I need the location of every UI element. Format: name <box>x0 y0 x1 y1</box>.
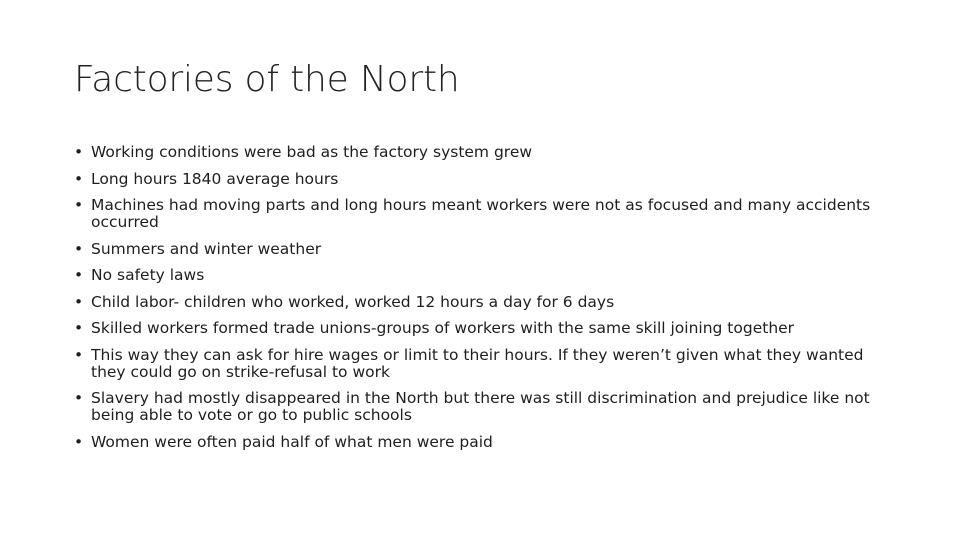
bullet-list <box>74 144 889 460</box>
bullet-item: • Child labor- children who worked, worked 12 hours a day for 6 days <box>74 294 889 311</box>
bullet-item: • No safety laws <box>74 267 889 284</box>
bullet-item: • Summers and winter weather <box>74 241 889 258</box>
bullet-item: • Slavery had mostly disappeared in the North but there was still discrimination and prejudice like not being able to vote or go to public schools <box>74 390 889 424</box>
bullet-item: • Long hours 1840 average hours <box>74 171 889 188</box>
slide-title: Factories of the North <box>74 59 460 100</box>
bullet-item: • Skilled workers formed trade unions-groups of workers with the same skill joining together <box>74 320 889 337</box>
bullet-item: • Women were often paid half of what men were paid <box>74 434 889 451</box>
bullet-item: • Working conditions were bad as the factory system grew <box>74 144 889 161</box>
bullet-item: • This way they can ask for hire wages or limit to their hours. If they weren’t given what they wanted they could go on strike-refusal to work <box>74 347 889 381</box>
bullet-item: • Machines had moving parts and long hours meant workers were not as focused and many accidents occurred <box>74 197 889 231</box>
